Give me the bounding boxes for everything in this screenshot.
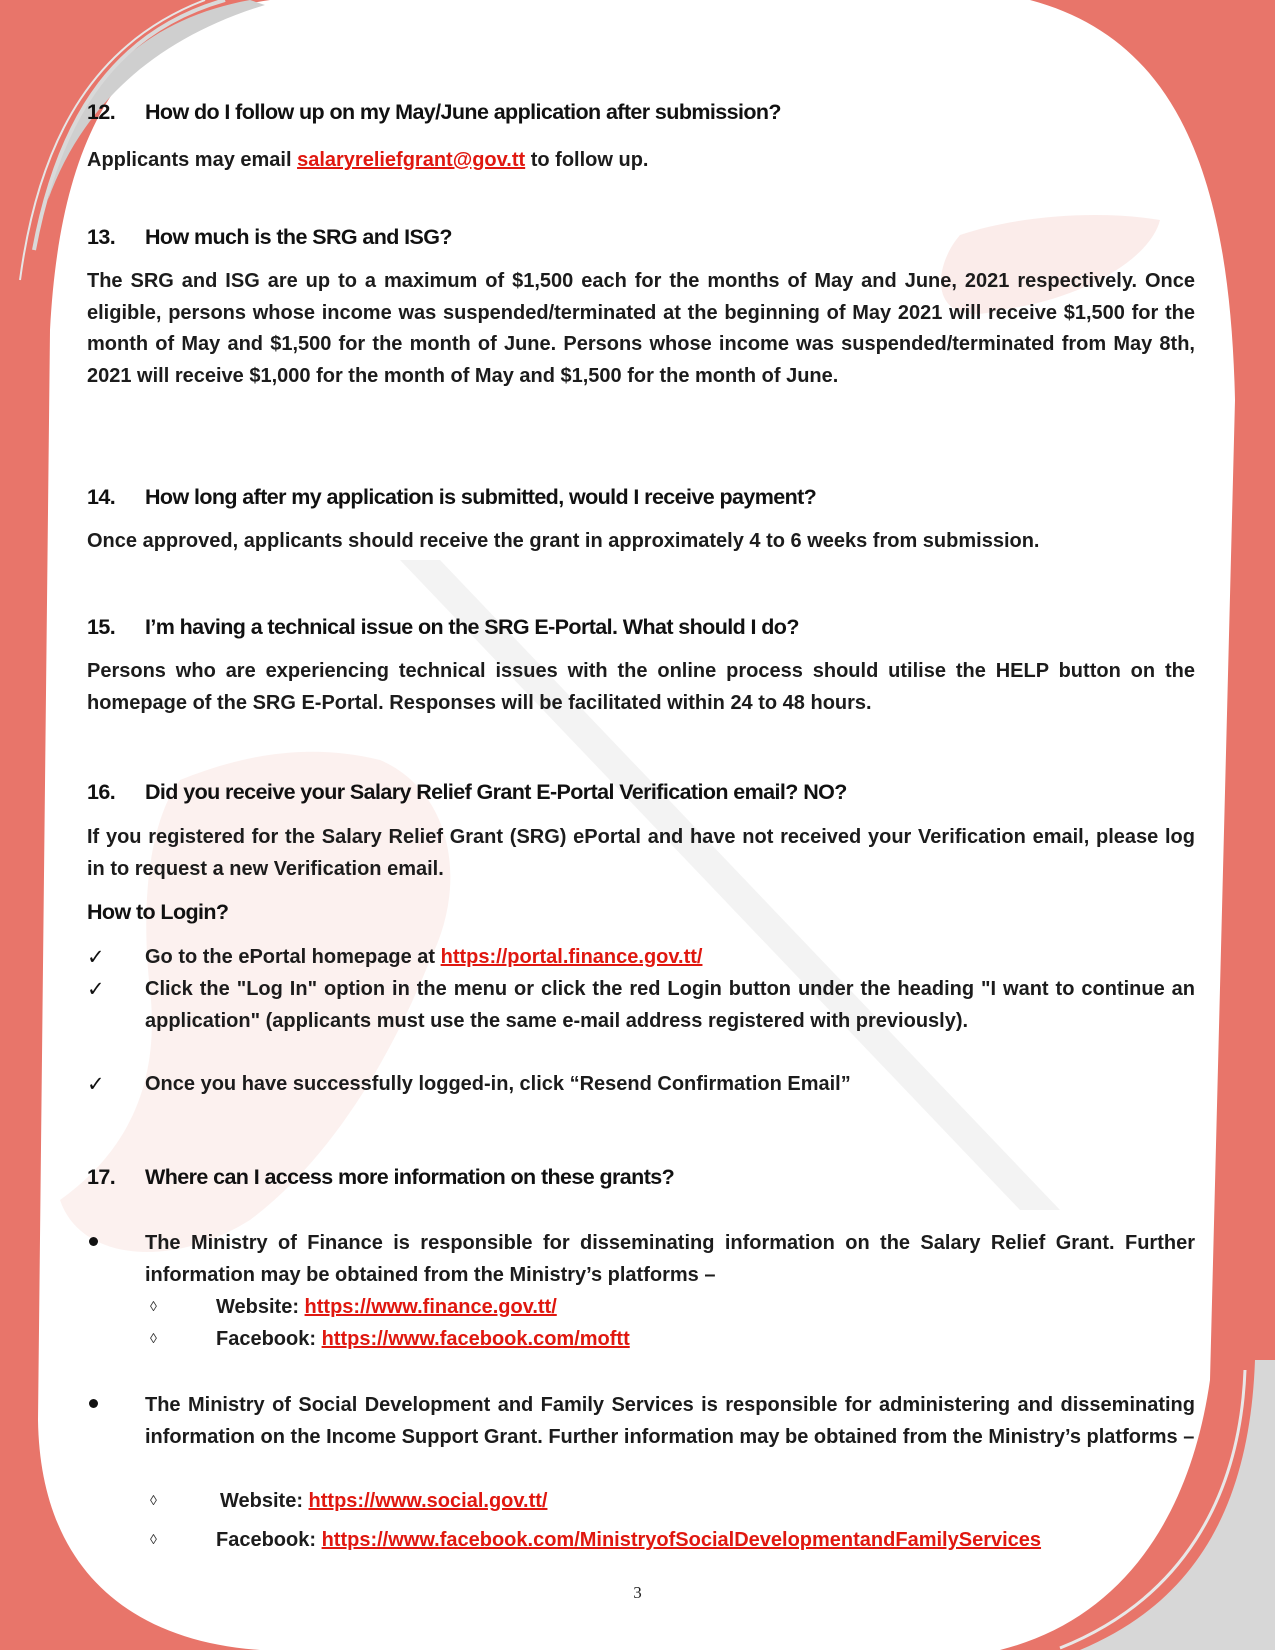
question-number: 14. [87,485,116,509]
diamond-icon: ◊ [150,1298,157,1314]
login-heading: How to Login? [87,900,229,924]
diamond-icon: ◊ [150,1330,157,1346]
label: Website: [220,1490,309,1512]
diamond-icon: ◊ [150,1492,157,1508]
question-number: 17. [87,1165,116,1189]
question-17 [87,1165,674,1190]
mof-website-link[interactable]: https://www.finance.gov.tt/ [304,1296,557,1318]
msd-facebook-link[interactable]: https://www.facebook.com/MinistryofSocialDevelopmentandFamilyServices [321,1529,1042,1551]
list-item: The Ministry of Finance is responsible for disseminating information on the Salary Relief Grant. Further information may be obtained from the Ministry’s platforms – [145,1232,1195,1286]
label: Facebook: [216,1529,322,1551]
answer-16: If you registered for the Salary Relief Grant (SRG) ePortal and have not received your Verification email, please log in to request a new Verification email. [87,826,1195,880]
label: Website: [216,1296,305,1318]
answer-text: Applicants may email [87,149,298,171]
answer-text: to follow up. [525,149,649,171]
list-item [145,942,1195,974]
question-number: 15. [87,615,116,639]
question-text: How long after my application is submitted, would I receive payment? [145,485,817,509]
bullet-icon [89,1399,98,1408]
question-15 [87,615,799,640]
question-14 [87,485,816,510]
diamond-icon: ◊ [150,1531,157,1547]
question-text: Where can I access more information on these grants? [145,1165,675,1189]
email-link[interactable]: salaryreliefgrant@gov.tt [297,149,526,171]
step-text: Go to the ePortal homepage at [145,946,441,968]
answer-13: The SRG and ISG are up to a maximum of $1,500 each for the months of May and June, 2021 respectively. Once eligible, persons whose income was suspended/terminated at the beginning of May 2021 will receive $1,500 for the month of May and $1,500 for the month of June. Persons whose income was suspended/terminated from May 8th, 2021 will receive $1,000 for the month of May and $1,500 for the month of June. [87,270,1195,387]
portal-link[interactable]: https://portal.finance.gov.tt/ [440,946,703,968]
list-item: Once you have successfully logged-in, click “Resend Confirmation Email” [145,1073,851,1095]
answer-15: Persons who are experiencing technical issues with the online process should utilise the HELP button on the homepage of the SRG E-Portal. Responses will be facilitated within 24 to 48 hours. [87,660,1195,714]
check-icon: ✓ [87,978,105,1001]
question-text: Did you receive your Salary Relief Grant E-Portal Verification email? NO? [145,780,847,804]
mof-facebook-link[interactable]: https://www.facebook.com/moftt [321,1328,630,1350]
question-12 [87,100,781,125]
question-number: 12. [87,100,116,124]
list-item: The Ministry of Social Development and Family Services is responsible for administering and disseminating information on the Income Support Grant. Further information may be obtained from the Ministry’s platforms – [145,1394,1195,1448]
question-text: I’m having a technical issue on the SRG E-Portal. What should I do? [145,615,799,639]
mof-facebook [216,1324,630,1356]
answer-12 [87,145,1195,177]
page-number: 3 [633,1583,642,1602]
question-text: How much is the SRG and ISG? [145,225,452,249]
list-item: Click the "Log In" option in the menu or click the red Login button under the heading "I want to continue an application" (applicants must use the same e-mail address registered with previously). [145,978,1195,1032]
question-16 [87,780,847,805]
msd-website-link[interactable]: https://www.social.gov.tt/ [308,1490,548,1512]
bullet-icon [89,1237,98,1246]
check-icon: ✓ [87,946,105,969]
answer-14: Once approved, applicants should receive the grant in approximately 4 to 6 weeks from submission. [87,530,1040,552]
msd-facebook [216,1525,1041,1557]
check-icon: ✓ [87,1073,105,1096]
msd-website [220,1486,547,1518]
mof-website [216,1292,557,1324]
question-13 [87,225,452,250]
label: Facebook: [216,1328,322,1350]
question-number: 13. [87,225,116,249]
question-number: 16. [87,780,116,804]
question-text: How do I follow up on my May/June application after submission? [145,100,781,124]
